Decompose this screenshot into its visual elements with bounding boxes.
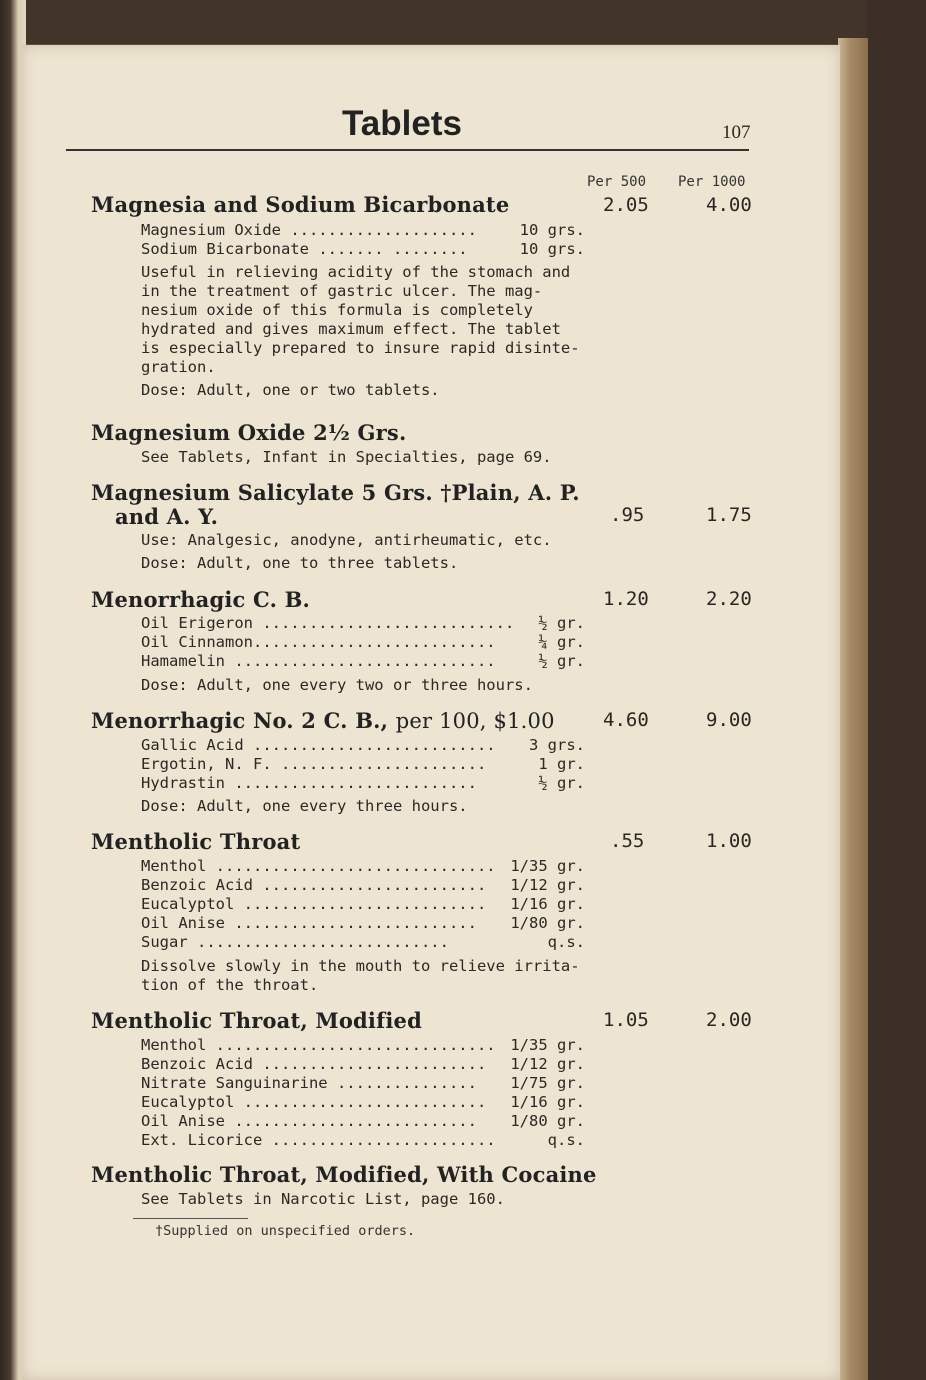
ingredient-row: Benzoic Acid ........................ 1/12 gr. [141,1055,585,1073]
entry-heading-cont: and A. Y. [115,504,219,529]
use-text: Use: Analgesic, anodyne, antirheumatic, etc. [141,531,552,549]
ingredient-row: Hamamelin ............................ ½ gr. [141,652,585,670]
page-number: 107 [722,122,751,143]
description: Useful in relieving acidity of the stomach and in the treatment of gastric ulcer. The mag- nesium oxide of this formula is completely hydrated and gives maximum effect. The tablet is especially prepared to insure rapid disinte- gration. [141,263,580,376]
price-per500: .55 [610,830,645,852]
book-cover-right [866,0,926,1380]
price-per1000: 2.20 [706,588,752,610]
ingredient-row: Gallic Acid .......................... 3 grs. [141,736,585,754]
entry-heading: Mentholic Throat, Modified [91,1008,422,1033]
ingredient-row: Sugar ........................... q.s. [141,933,585,951]
entry-heading: Magnesium Salicylate 5 Grs. †Plain, A. P. [91,480,580,505]
description: Dissolve slowly in the mouth to relieve irrita- tion of the throat. [141,957,580,994]
ingredient-row: Nitrate Sanguinarine ............... 1/75 gr. [141,1074,585,1092]
dose-text: Dose: Adult, one or two tablets. [141,381,440,399]
ingredient-row: Menthol .............................. 1/35 gr. [141,857,585,875]
column-header-per500: Per 500 [587,174,647,190]
price-per1000: 2.00 [706,1009,752,1031]
ingredient-row: Ext. Licorice ........................ q.s. [141,1131,585,1149]
ingredient-row: Oil Cinnamon.......................... ¼ gr. [141,633,585,651]
dose-text: Dose: Adult, one every three hours. [141,797,468,815]
ingredient-row: Magnesium Oxide .................... 10 grs. [141,221,585,239]
column-header-per1000: Per 1000 [678,174,746,190]
ingredient-row: Eucalyptol .......................... 1/16 gr. [141,895,585,913]
see-reference: See Tablets, Infant in Specialties, page 69. [141,448,552,466]
see-reference: See Tablets in Narcotic List, page 160. [141,1190,505,1208]
book-cover-top [0,0,926,44]
price-per500: .95 [610,504,645,526]
entry-heading: Menorrhagic No. 2 C. B., per 100, $1.00 [91,708,555,733]
price-per500: 1.05 [603,1009,649,1031]
price-per500: 4.60 [603,709,649,731]
ingredient-row: Eucalyptol .......................... 1/16 gr. [141,1093,585,1111]
entry-heading: Mentholic Throat [91,829,301,854]
dose-text: Dose: Adult, one every two or three hours. [141,676,533,694]
ingredient-row: Hydrastin .......................... ½ gr. [141,774,585,792]
page-edges-right [838,38,868,1380]
entry-heading: Magnesia and Sodium Bicarbonate [91,192,510,217]
entry-heading: Mentholic Throat, Modified, With Cocaine [91,1162,597,1187]
entry-heading: Magnesium Oxide 2½ Grs. [91,420,407,445]
entry-heading: Menorrhagic C. B. [91,587,311,612]
price-per1000: 1.75 [706,504,752,526]
footnote-rule [133,1218,248,1219]
ingredient-row: Sodium Bicarbonate ....... ........ 10 grs. [141,240,585,258]
ingredient-row: Ergotin, N. F. ...................... 1 gr. [141,755,585,773]
price-per1000: 4.00 [706,194,752,216]
page-title: Tablets [342,104,462,143]
dose-text: Dose: Adult, one to three tablets. [141,554,459,572]
ingredient-row: Oil Anise .......................... 1/80 gr. [141,1112,585,1130]
price-per500: 2.05 [603,194,649,216]
price-per1000: 1.00 [706,830,752,852]
ingredient-row: Oil Erigeron ........................... ½ gr. [141,614,585,632]
ingredient-row: Oil Anise .......................... 1/80 gr. [141,914,585,932]
ingredient-row: Menthol .............................. 1/35 gr. [141,1036,585,1054]
header-rule [66,149,749,151]
price-per500: 1.20 [603,588,649,610]
ingredient-row: Benzoic Acid ........................ 1/12 gr. [141,876,585,894]
footnote: †Supplied on unspecified orders. [155,1223,416,1239]
price-per1000: 9.00 [706,709,752,731]
